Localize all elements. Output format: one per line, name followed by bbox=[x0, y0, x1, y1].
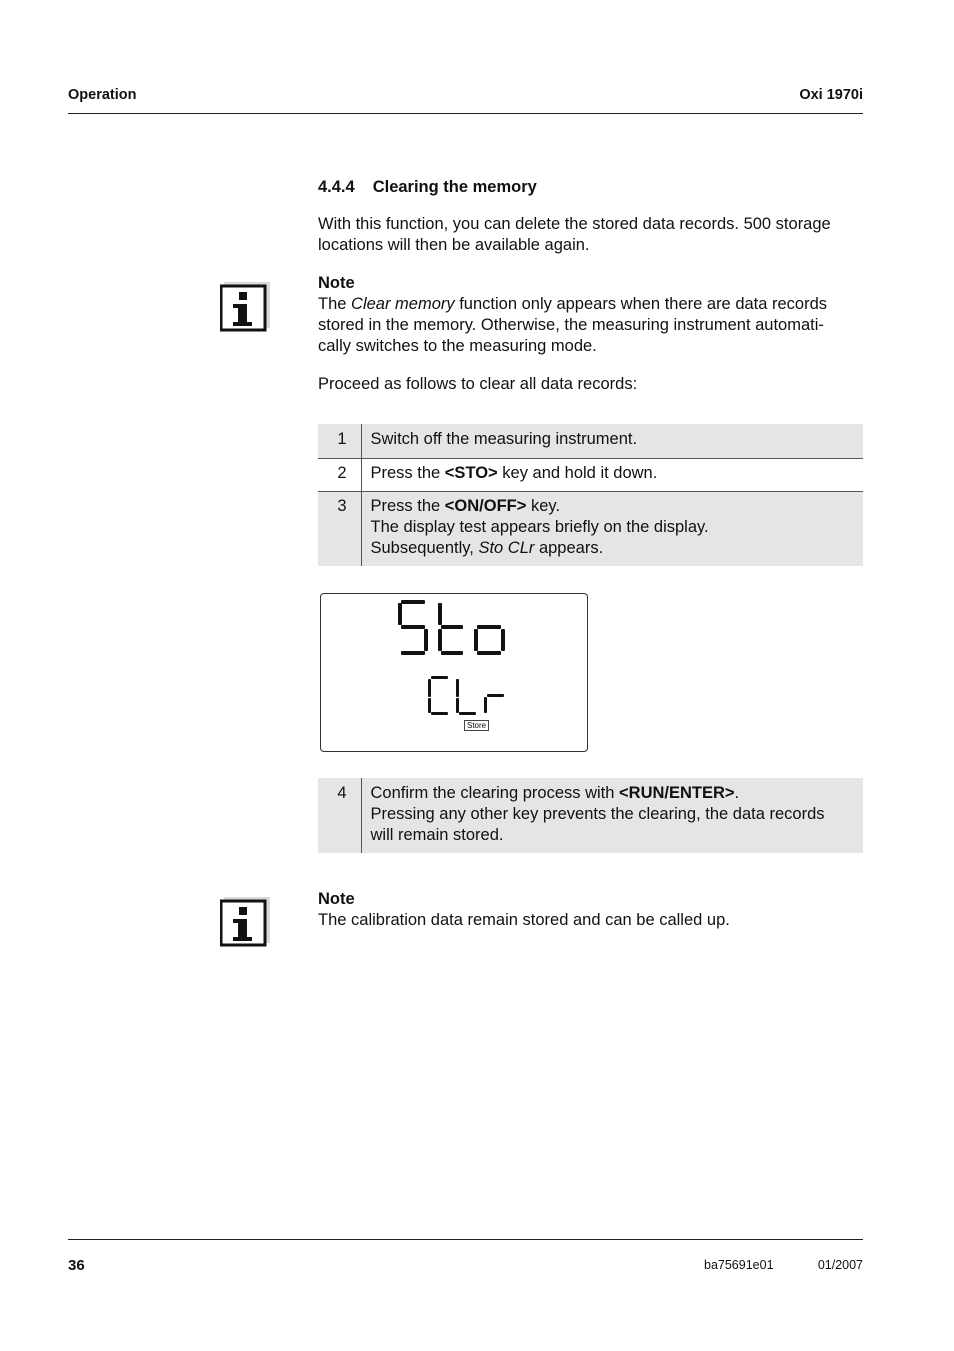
step-text-part: key. bbox=[526, 496, 561, 515]
intro-paragraph bbox=[318, 214, 831, 256]
lcd-segments bbox=[321, 594, 587, 751]
step-text-part: will remain stored. bbox=[370, 826, 504, 844]
note-text bbox=[318, 294, 827, 315]
note-text-part: function only appears when there are data records bbox=[454, 295, 828, 313]
step-number: 3 bbox=[318, 491, 361, 566]
step-text-part: . bbox=[734, 784, 740, 802]
note-text: The calibration data remain stored and can be called up. bbox=[318, 911, 730, 929]
step-number: 2 bbox=[318, 458, 361, 491]
intro-line: locations will then be available again. bbox=[318, 236, 590, 254]
proceed-text: Proceed as follows to clear all data records: bbox=[318, 375, 638, 393]
step-text bbox=[361, 491, 863, 566]
info-icon bbox=[220, 282, 270, 332]
lcd-display bbox=[320, 593, 588, 752]
step-text-part: key and hold it down. bbox=[497, 463, 658, 482]
function-name: Clear memory bbox=[351, 295, 455, 313]
step-number: 1 bbox=[318, 424, 361, 458]
note-text-part: The bbox=[318, 295, 352, 313]
step-text-part: appears. bbox=[534, 538, 604, 557]
table-row bbox=[318, 424, 863, 458]
section-heading bbox=[318, 178, 537, 197]
note-text: stored in the memory. Otherwise, the measuring instrument automati- bbox=[318, 316, 824, 334]
footer-rule bbox=[68, 1239, 863, 1240]
section-number: 4.4.4 bbox=[318, 178, 355, 196]
header-product: Oxi 1970i bbox=[799, 87, 863, 103]
step-text: Switch off the measuring instrument. bbox=[370, 430, 638, 448]
table-row bbox=[318, 491, 863, 566]
header-section: Operation bbox=[68, 87, 137, 103]
page-number: 36 bbox=[68, 1257, 85, 1274]
doc-id: ba75691e01 bbox=[704, 1258, 774, 1272]
steps-table bbox=[318, 424, 863, 566]
section-title: Clearing the memory bbox=[372, 178, 537, 196]
note-block bbox=[318, 273, 827, 357]
note-title: Note bbox=[318, 274, 355, 292]
key-name: <STO> bbox=[444, 463, 498, 482]
display-text-ref: Sto CLr bbox=[478, 538, 535, 557]
key-name: <ON/OFF> bbox=[444, 496, 527, 515]
step-text-part: Press the bbox=[370, 496, 445, 515]
note-block bbox=[318, 889, 730, 931]
step-text-part: Press the bbox=[370, 463, 445, 482]
info-icon bbox=[220, 897, 270, 947]
step-text bbox=[361, 458, 863, 491]
doc-date: 01/2007 bbox=[817, 1258, 863, 1272]
step-text bbox=[361, 778, 863, 853]
step-text-part: Subsequently, bbox=[370, 538, 479, 557]
steps-table-continued bbox=[318, 778, 863, 853]
header-rule bbox=[68, 113, 863, 114]
note-text: cally switches to the measuring mode. bbox=[318, 337, 597, 355]
store-indicator: Store bbox=[464, 720, 489, 731]
step-text-part: The display test appears briefly on the display. bbox=[370, 517, 709, 536]
intro-line: With this function, you can delete the stored data records. 500 storage bbox=[318, 215, 831, 233]
step-text-part: Confirm the clearing process with bbox=[370, 784, 620, 802]
table-row bbox=[318, 458, 863, 491]
key-name: <RUN/ENTER> bbox=[619, 784, 735, 802]
step-text-part: Pressing any other key prevents the clearing, the data records bbox=[370, 805, 825, 823]
step-number: 4 bbox=[318, 778, 361, 853]
table-row bbox=[318, 778, 863, 853]
note-title: Note bbox=[318, 890, 355, 908]
